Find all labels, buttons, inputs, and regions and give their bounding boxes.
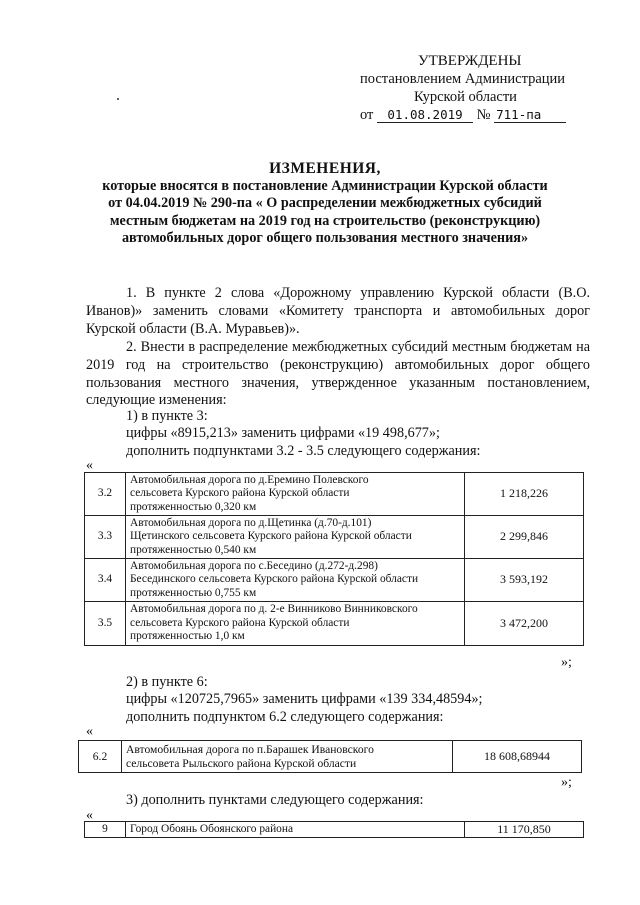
approval-number: 711-па bbox=[494, 108, 566, 123]
row-amount: 3 472,200 bbox=[465, 602, 584, 646]
row-text-line: Автомобильная дорога по п.Барашек Ивановского bbox=[126, 743, 374, 757]
paragraph-2: 2. Внести в распределение межбюджетных субсидий местным бюджетам на 2019 год на строительство (реконструкцию) автомобильных дорог общего пользования местного значения, утвержденное указанным постановлением, следующие изменения: bbox=[86, 339, 590, 409]
document-heading bbox=[60, 160, 590, 248]
row-text-line: Автомобильная дорога по д. 2-е Винниково Винниковского bbox=[130, 603, 418, 616]
row-amount: 18 608,68944 bbox=[453, 741, 582, 773]
approval-date: 01.08.2019 bbox=[377, 108, 473, 123]
heading-title: ИЗМЕНЕНИЯ, bbox=[269, 160, 381, 177]
approval-block bbox=[360, 52, 620, 124]
row-text-line: протяженностью 1,0 км bbox=[130, 630, 245, 643]
row-amount: 1 218,226 bbox=[465, 473, 584, 516]
row-description bbox=[126, 602, 465, 646]
number-label: № bbox=[476, 107, 491, 123]
open-quote-3: « bbox=[86, 808, 93, 823]
table-row bbox=[85, 822, 584, 838]
subitem-2-line-1: 2) в пункте 6: bbox=[126, 674, 208, 690]
subsidy-table-2 bbox=[78, 740, 582, 773]
subitem-2-line-3: дополнить подпунктом 6.2 следующего содержания: bbox=[126, 709, 444, 725]
row-text-line: протяженностью 0,755 км bbox=[130, 586, 257, 599]
approval-title: УТВЕРЖДЕНЫ bbox=[418, 53, 522, 69]
approval-date-line bbox=[360, 106, 620, 124]
heading-line-3: местным бюджетам на 2019 год на строительство (реконструкцию) bbox=[109, 212, 541, 229]
row-number: 3.5 bbox=[85, 602, 126, 646]
heading-line-2: от 04.04.2019 № 290-па « О распределении межбюджетных субсидий bbox=[108, 195, 542, 212]
open-quote-2: « bbox=[86, 724, 93, 739]
row-number: 9 bbox=[85, 822, 126, 838]
subitem-3-line-1: 3) дополнить пунктами следующего содержания: bbox=[126, 792, 424, 808]
row-description bbox=[122, 741, 453, 773]
subitem-2-line-2: цифры «120725,7965» заменить цифрами «139 334,48594»; bbox=[126, 691, 483, 707]
row-description bbox=[126, 559, 465, 602]
table-row bbox=[79, 741, 582, 773]
approval-line-2: Курской области bbox=[414, 89, 517, 105]
row-text-line: протяженностью 0,320 км bbox=[130, 500, 257, 513]
row-text-line: сельсовета Курского района Курской области bbox=[130, 487, 350, 500]
row-number: 3.2 bbox=[85, 473, 126, 516]
close-quote-2: »; bbox=[561, 775, 572, 790]
row-description bbox=[126, 473, 465, 516]
row-text-line: Бесединского сельсовета Курского района Курской области bbox=[130, 573, 419, 586]
table-row bbox=[85, 473, 584, 516]
row-number: 3.3 bbox=[85, 516, 126, 559]
row-text-line: протяженностью 0,540 км bbox=[130, 543, 257, 556]
subitem-1-line-2: цифры «8915,213» заменить цифрами «19 498,677»; bbox=[126, 425, 440, 441]
paragraph-1: 1. В пункте 2 слова «Дорожному управлению Курской области (В.О. Иванов)» заменить словами «Комитету транспорта и автомобильных дорог Курской области (В.А. Муравьев)». bbox=[86, 285, 590, 337]
row-text-line: Автомобильная дорога по д.Еремино Полевского bbox=[130, 473, 369, 486]
row-amount: 11 170,850 bbox=[465, 822, 584, 838]
table-row bbox=[85, 602, 584, 646]
row-description bbox=[126, 822, 465, 838]
row-text-line: Автомобильная дорога по д.Щетинка (д.70-д.101) bbox=[130, 516, 372, 529]
row-text-line: сельсовета Рыльского района Курской области bbox=[126, 756, 357, 770]
row-text-line: Город Обоянь Обоянского района bbox=[130, 822, 294, 835]
subsidy-table-1 bbox=[84, 472, 584, 646]
row-number: 3.4 bbox=[85, 559, 126, 602]
subsidy-table-3 bbox=[84, 821, 584, 838]
row-amount: 2 299,846 bbox=[465, 516, 584, 559]
row-text-line: Щетинского сельсовета Курского района Курской области bbox=[130, 530, 412, 543]
from-label: от bbox=[360, 107, 374, 123]
row-text-line: Автомобильная дорога по с.Беседино (д.272-д.298) bbox=[130, 559, 378, 572]
row-amount: 3 593,192 bbox=[465, 559, 584, 602]
table-row bbox=[85, 516, 584, 559]
stray-dot bbox=[117, 98, 119, 100]
row-text-line: сельсовета Курского района Курской области bbox=[130, 616, 350, 629]
heading-line-1: которые вносятся в постановление Администрации Курской области bbox=[102, 177, 548, 194]
open-quote-1: « bbox=[86, 458, 93, 473]
row-number: 6.2 bbox=[79, 741, 122, 773]
approval-line-1: постановлением Администрации bbox=[360, 71, 566, 87]
heading-line-4: автомобильных дорог общего пользования местного значения» bbox=[121, 230, 529, 247]
subitem-1-line-1: 1) в пункте 3: bbox=[126, 408, 208, 424]
table-row bbox=[85, 559, 584, 602]
subitem-1-line-3: дополнить подпунктами 3.2 - 3.5 следующего содержания: bbox=[126, 443, 481, 459]
close-quote-1: »; bbox=[561, 655, 572, 670]
row-description bbox=[126, 516, 465, 559]
